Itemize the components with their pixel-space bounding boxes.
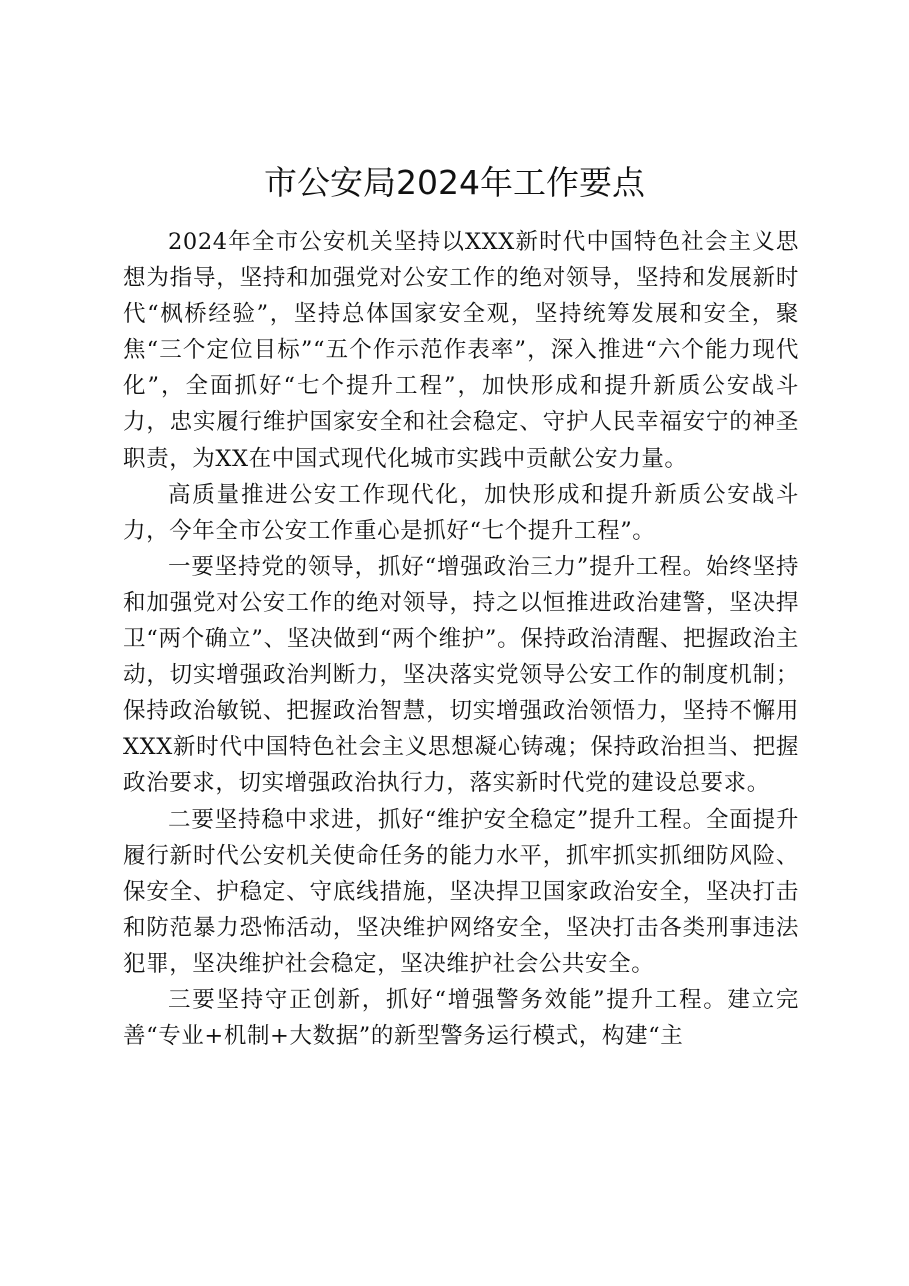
paragraph-intro: 2024年全市公安机关坚持以XXX新时代中国特色社会主义思想为指导，坚持和加强党对公安工作的绝对领导，坚持和发展新时代“枫桥经验”，坚持总体国家安全观，坚持统筹发展和安全，聚焦“三个定位目标”“五个作示范作表率”，深入推进“六个能力现代化”，全面抓好“七个提升工程”，加快形成和提升新质公安战斗力，忠实履行维护国家安全和社会稳定、守护人民幸福安宁的神圣职责，为XX在中国式现代化城市实践中贡献公安力量。 (123, 229, 799, 472)
document-body (123, 224, 799, 1054)
document-title: 市公安局2024年工作要点 (264, 163, 645, 202)
paragraph-point-2: 二要坚持稳中求进，抓好“维护安全稳定”提升工程。全面提升履行新时代公安机关使命任务的能力水平，抓牢抓实抓细防风险、保安全、护稳定、守底线措施，坚决捍卫国家政治安全，坚决打击和防范暴力恐怖活动，坚决维护网络安全，坚决打击各类刑事违法犯罪，坚决维护社会稳定，坚决维护社会公共安全。 (123, 806, 799, 977)
paragraph-focus: 高质量推进公安工作现代化，加快形成和提升新质公安战斗力，今年全市公安工作重心是抓好“七个提升工程”。 (123, 481, 799, 544)
paragraph-point-3: 三要坚持守正创新，抓好“增强警务效能”提升工程。建立完善“专业+机制+大数据”的新型警务运行模式，构建“主 (123, 986, 799, 1050)
paragraph-point-1: 一要坚持党的领导，抓好“增强政治三力”提升工程。始终坚持和加强党对公安工作的绝对领导，持之以恒推进政治建警，坚决捍卫“两个确立”、坚决做到“两个维护”。保持政治清醒、把握政治主动，切实增强政治判断力，坚决落实党领导公安工作的制度机制；保持政治敏锐、把握政治智慧，切实增强政治领悟力，坚持不懈用XXX新时代中国特色社会主义思想凝心铸魂；保持政治担当、把握政治要求，切实增强政治执行力，落实新时代党的建设总要求。 (123, 553, 799, 797)
